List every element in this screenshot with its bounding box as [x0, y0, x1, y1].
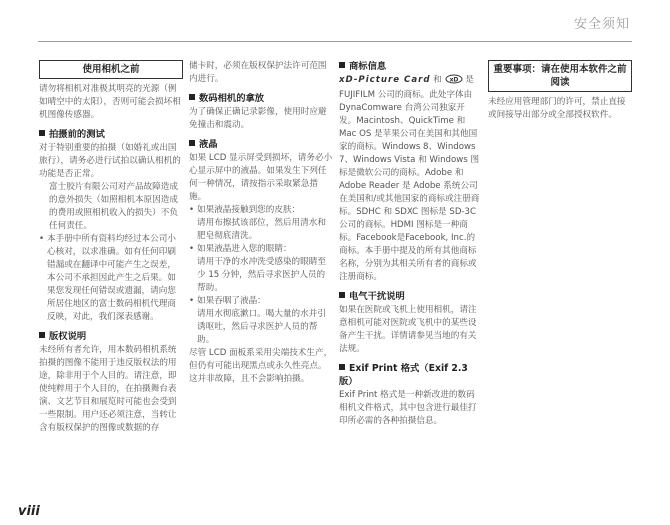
- square-bullet-icon: [339, 292, 345, 298]
- lcd-eyes-heading: • 如果液晶进入您的眼睛：: [189, 243, 333, 256]
- lcd-pixels-text: 尽管 LCD 面板系采用尖端技术生产，但仍有可能出现黑点或永久性亮点。这并非故障，且不会影响拍摄。: [189, 348, 333, 384]
- square-bullet-icon: [39, 130, 45, 136]
- square-bullet-icon: [339, 364, 345, 370]
- copyright-text: 未经所有者允许，用本数码相机系统拍摄的图像不能用于违反版权法的用途，除非用于个人目的。请注意，即使纯粹用于个人目的，在拍摄舞台表演、文艺节目和展览时可能也会受到一些限制。用户还必须注意，当转让含有版权保护的图像或数据的存: [39, 345, 177, 433]
- lcd-text: 如果 LCD 显示屏受到损坏，请务必小心显示屏中的液晶。如果发生下列任何一种情况，请按指示采取紧急措施。: [189, 153, 333, 202]
- trademark-text: FUJIFILM 公司的商标。此处字体由 DynaComware 台湾公司独家开发。Macintosh、QuickTime 和 Mac OS 是苹果公司在美国和其他国家的商标。Windows 8、Windows 7、Windows Vista 和 Windows 图标是微软公司的商标。Adobe 和 Adobe Reader 是 Adobe 系统公司在美国和/或其他国家的商标或注册商标。SDHC 和 SDXC 图标是 SD-3C 公司的商标。HDMI 图标是一种商标。Facebook是Facebook, Inc.的商标。本手册中提及的所有其他商标名称，分别为其相关所有者的商标或注册商标。: [339, 90, 480, 282]
- interference-heading: 电气干扰说明: [339, 290, 481, 303]
- lcd-heading: 液晶: [189, 138, 333, 151]
- interference-text: 如果在医院或飞机上使用相机，请注意相机可能对医院或飞机中的某些设备产生干扰。详情请参见当地的有关法规。: [339, 305, 477, 354]
- square-bullet-icon: [189, 140, 195, 146]
- lcd-swallow-text: 请用水彻底漱口。喝大量的水并引诱呕吐，然后寻求医护人员的帮助。: [197, 309, 326, 345]
- page-number: viii: [18, 504, 40, 519]
- copyright-heading: 版权说明: [39, 330, 183, 343]
- test-shots-heading: 拍摄前的测试: [39, 128, 183, 141]
- square-bullet-icon: [339, 62, 345, 68]
- square-bullet-icon: [189, 94, 195, 100]
- column-2: [189, 60, 333, 386]
- accuracy-note: • 本手册中所有资料均经过本公司小心核对，以求准确。如有任何印刷错漏或在翻译中可能产生之误差，本公司不承担因此产生之后果。如果您发现任何错误或遗漏，请向您所居住地区的富士数码相机代理商反映，对此，我们深表感谢。: [39, 233, 183, 324]
- trademark-brand-line: [339, 74, 481, 89]
- page-header-title: 安全须知: [573, 17, 630, 32]
- xd-picture-card-brand: xD-Picture Card: [339, 75, 431, 85]
- trademark-is: 是: [465, 75, 474, 85]
- trademark-and: 和: [433, 75, 442, 85]
- lcd-skin-text: 请用布擦拭该部位，然后用清水和肥皂彻底清洗。: [197, 218, 326, 241]
- exif-text: Exif Print 格式是一种新改进的数码相机文件格式，其中包含进行最佳打印所必需的各种拍摄信息。: [339, 390, 477, 426]
- svg-text:xD: xD: [449, 76, 459, 84]
- column-1: [39, 60, 183, 435]
- lcd-eyes-text: 请用干净的水冲洗受感染的眼睛至少 15 分钟，然后寻求医护人员的帮助。: [197, 257, 326, 293]
- header-divider: [38, 41, 632, 42]
- handling-heading: 数码相机的拿放: [189, 92, 333, 105]
- handling-text: 为了确保正确记录影像，使用时应避免撞击和震动。: [189, 107, 327, 130]
- exif-heading: Exif Print 格式（Exif 2.3 版）: [339, 363, 468, 387]
- column-4: [488, 60, 632, 122]
- square-bullet-icon: [39, 332, 45, 338]
- software-notice-heading: 重要事项：请在使用本软件之前阅读: [488, 60, 632, 92]
- lcd-skin-heading: • 如果液晶接触到您的皮肤：: [189, 204, 333, 217]
- before-use-text: 请勿将相机对准极其明亮的光源（例如晴空中的太阳），否则可能会损坏相机图像传感器。: [39, 84, 181, 120]
- test-shots-text: 对于特别重要的拍摄（如婚礼或出国旅行），请务必进行试拍以确认相机的功能是否正常。: [39, 143, 181, 179]
- before-use-heading: 使用相机之前: [39, 60, 183, 79]
- liability-text: 富士胶片有限公司对产品故障造成的意外损失（如照相机本原因造成的费用或照相机收入的损失）不负任何责任。: [49, 182, 178, 231]
- lcd-swallow-heading: • 如果吞咽了液晶：: [189, 295, 333, 308]
- copyright-continued-text: 储卡时，必须在版权保护法许可范围内进行。: [189, 61, 327, 84]
- trademark-heading: 商标信息: [339, 60, 481, 73]
- software-notice-text: 未经应用管理部门的许可，禁止直接或间接导出部分或全部授权软件。: [488, 97, 626, 120]
- column-3: [339, 60, 481, 428]
- xd-card-logo-icon: [445, 74, 463, 89]
